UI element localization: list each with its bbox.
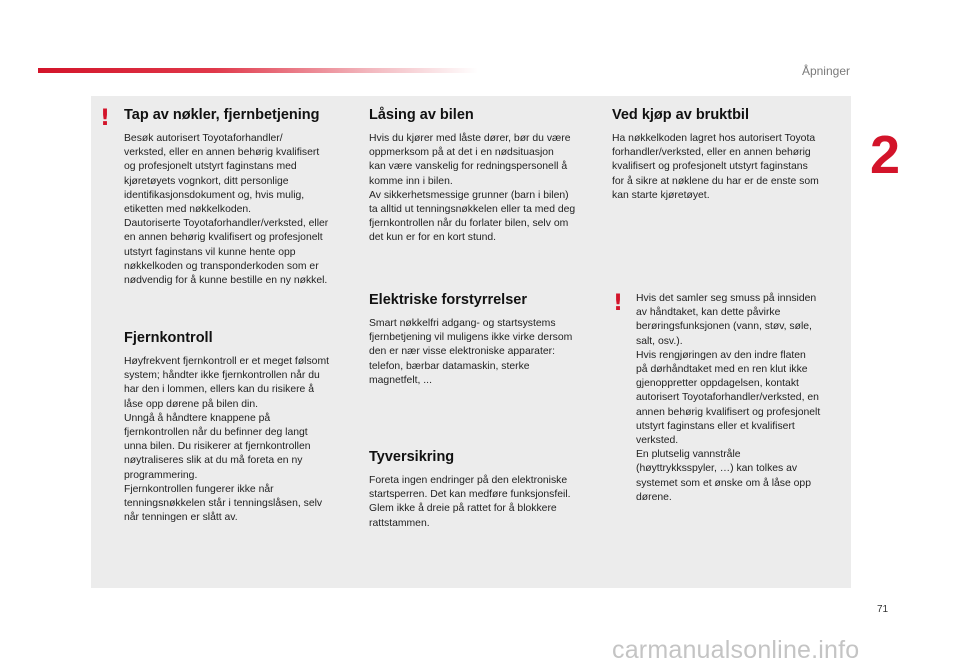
used-car-text: Ha nøkkelkoden lagret hos autorisert Toyota forhandler/verksted, eller en annen behørig kvalifisert og profesjonelt utstyrt faginstans for å sikre at nøklene du har er de enste som kan starte kjøretøyet. <box>612 133 819 201</box>
lost-keys-section <box>124 106 356 288</box>
door-handle-text: Hvis det samler seg smuss på innsiden av håndtaket, kan dette påvirke berøringsfunksjonen (vann, støv, søle, salt, osv.). Hvis rengjøringen av den indre flaten på dørhåndtaket med en ren klut ikke gjenoppretter oppdagelsen, kontakt autorisert Toyotaforhandler/verksted, en annen behørig kvalifisert og profesjonelt utstyrt faginstans eller et kvalifisert verksted. En plutselig vannstråle (høyttrykksspyler, …) kan tolkes av systemet som et ønske om å låse opp dørene. <box>636 293 821 503</box>
electrical-interference-text: Smart nøkkelfri adgang- og startsystems fjernbetjening vil muligens ikke virke dersom den er nær visse elektroniske apparater: telefon, bærbar datamaskin, sterke magnetfelt, ... <box>369 318 573 386</box>
anti-theft-heading: Tyversikring <box>369 449 455 465</box>
page-number: 71 <box>877 604 889 615</box>
locking-section <box>369 106 601 246</box>
lost-keys-heading: Tap av nøkler, fjernbetjening <box>124 107 320 123</box>
remote-control-text: Høyfrekvent fjernkontroll er et meget følsomt system; håndter ikke fjernkontrollen når du har den i lommen, ellers kan du risikere å låse opp dørene på bilen din. Unngå å håndtere knappene på fjernkontrollen når du befinner deg langt unna bilen. Du risikerer at fjernkontrollen nøytraliseres slik at du må foreta en ny programmering. Fjernkontrollen fungerer ikke når tenningsnøkkelen står i tenningslåsen, selv når tenningen er slått av. <box>124 356 329 524</box>
remote-control-section <box>124 329 356 525</box>
locking-text: Hvis du kjører med låste dører, bør du være oppmerksom på at det i en nødsituasjon kan være vanskelig for redningspersonell å komme inn i bilen. Av sikkerhetsmessige grunner (barn i bilen) ta alltid ut tenningsnøkkelen eller ta med deg fjernkontrollen når du forlater bilen, selv om det kun er for en kort stund. <box>369 133 576 244</box>
anti-theft-section <box>369 448 601 531</box>
watermark: carmanualsonline.info <box>612 636 860 664</box>
used-car-heading: Ved kjøp av bruktbil <box>612 107 749 123</box>
warning-icon: ! <box>613 291 624 316</box>
locking-heading: Låsing av bilen <box>369 107 474 123</box>
header-accent-bar <box>38 68 478 73</box>
electrical-interference-heading: Elektriske forstyrrelser <box>369 292 527 308</box>
door-handle-note <box>636 292 848 505</box>
chapter-number: 2 <box>870 125 901 185</box>
warning-icon: ! <box>100 106 111 131</box>
used-car-section <box>612 106 844 203</box>
section-title: Åpninger <box>801 64 850 78</box>
lost-keys-text: Besøk autorisert Toyotaforhandler/ verksted, eller en annen behørig kvalifisert og profesjonelt utstyrt faginstans med kjøretøyets vognkort, ditt personlige identifikasjonsdokument og, hvis mulig, etiketten med nøkkelkoden. Dautoriserte Toyotaforhandler/verksted, eller en annen behørig kvalifisert og profesjonelt utstyrt faginstans vil kunne hente opp nøkkelkoden og transponderkoden som er nødvendig for å kunne bestille en ny nøkkel. <box>124 133 329 287</box>
anti-theft-text: Foreta ingen endringer på den elektroniske startsperren. Det kan medføre funksjonsfeil. Glem ikke å dreie på rattet for å blokkere rattstammen. <box>369 475 571 529</box>
electrical-interference-section <box>369 291 601 388</box>
remote-control-heading: Fjernkontroll <box>124 330 213 346</box>
